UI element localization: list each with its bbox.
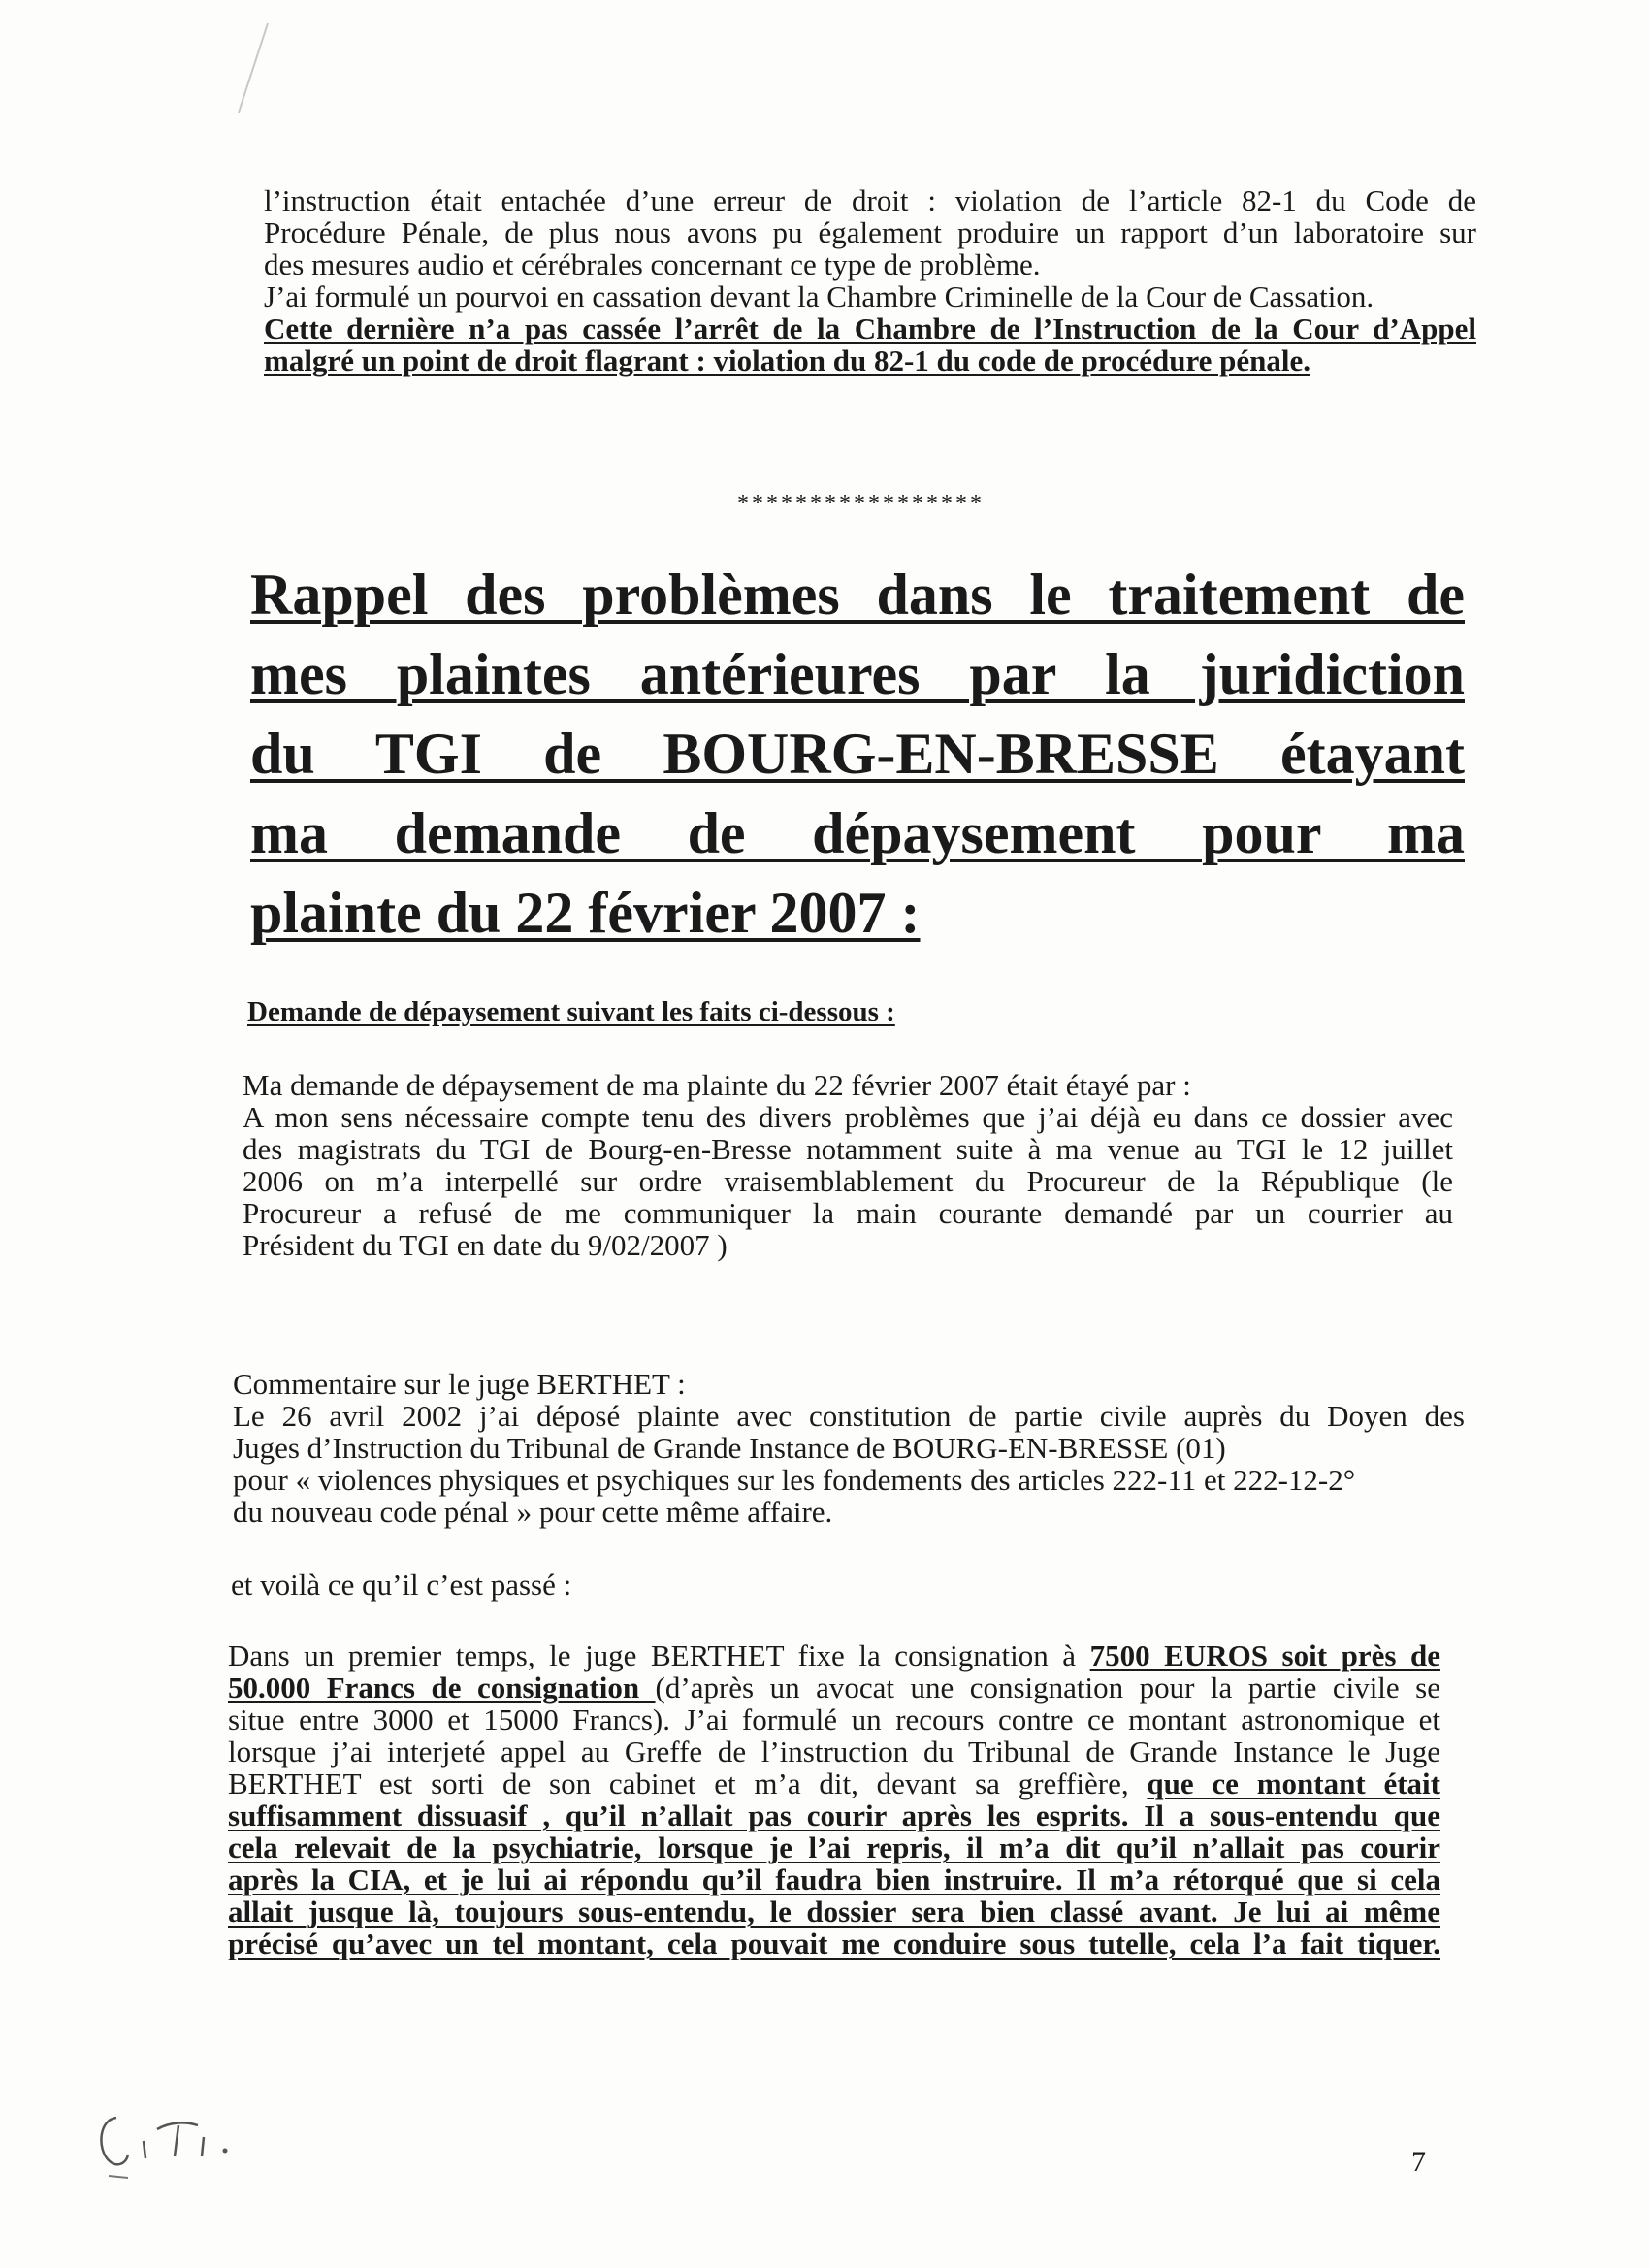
handwritten-initials (89, 2100, 283, 2187)
paragraph-what-happened (231, 1569, 1201, 1601)
bold-text-line: après la CIA, et je lui ai répondu qu’il faudra bien instruire. Il m’a rétorqué que si cela (228, 1863, 1440, 1896)
bold-text-line: malgré un point de droit flagrant : violation du 82-1 du code de procédure pénale. (264, 343, 1311, 377)
bold-text-line: Cette dernière n’a pas cassée l’arrêt de la Chambre de l’Instruction de la Cour d’Appel (264, 311, 1476, 345)
text-line: Commentaire sur le juge BERTHET : (233, 1367, 686, 1401)
text-line: J’ai formulé un pourvoi en cassation devant la Chambre Criminelle de la Cour de Cassation. (264, 279, 1374, 313)
heading-line: ma demande de dépaysement pour ma (250, 801, 1465, 865)
bold-text-span: 50.000 Francs de consignation (228, 1670, 656, 1704)
bold-text-span: que ce montant était (1147, 1766, 1440, 1800)
text-line: situe entre 3000 et 15000 Francs). J’ai formulé un recours contre ce montant astronomique et (228, 1702, 1440, 1736)
page-number: 7 (1411, 2146, 1426, 2178)
text-line: A mon sens nécessaire compte tenu des divers problèmes que j’ai déjà eu dans ce dossier avec (242, 1100, 1453, 1134)
text-line: du nouveau code pénal » pour cette même affaire. (233, 1495, 833, 1529)
section-heading (250, 555, 1465, 953)
text-span: (d’après un avocat une consignation pour la partie civile se (655, 1670, 1440, 1704)
text-line (228, 1671, 1440, 1703)
paragraph-judge-comment (233, 1368, 1465, 1528)
heading-line: plainte du 22 février 2007 : (250, 881, 921, 945)
text-line: Président du TGI en date du 9/02/2007 ) (242, 1228, 728, 1262)
bold-text-span: 7500 EUROS soit près de (1089, 1638, 1440, 1672)
text-line: Le 26 avril 2002 j’ai déposé plainte avec constitution de partie civile auprès du Doyen des (233, 1399, 1465, 1433)
paragraph-consignation (228, 1639, 1440, 1960)
text-line: lorsque j’ai interjeté appel au Greffe de l’instruction du Tribunal de Grande Instance le Juge (228, 1734, 1440, 1768)
text-line: Ma demande de dépaysement de ma plainte du 22 février 2007 était étayé par : (242, 1068, 1191, 1102)
text-line: 2006 on m’a interpellé sur ordre vraisemblablement du Procureur de la République (le (242, 1164, 1453, 1198)
heading-line: Rappel des problèmes dans le traitement de (250, 563, 1465, 627)
text-line (228, 1639, 1440, 1671)
bold-text-line: allait jusque là, toujours sous-entendu, le dossier sera bien classé avant. Je lui ai même (228, 1895, 1440, 1928)
bold-text-line: cela relevait de la psychiatrie, lorsque je l’ai repris, il m’a dit qu’il n’allait pas courir (228, 1831, 1440, 1864)
heading-line: mes plaintes antérieures par la juridiction (250, 642, 1465, 706)
bold-text-line: précisé qu’avec un tel montant, cela pouvait me conduire sous tutelle, cela l’a fait tiquer. (228, 1927, 1440, 1960)
separator-stars: ***************** (737, 491, 985, 516)
text-line: des mesures audio et cérébrales concernant ce type de problème. (264, 247, 1041, 281)
text-line: Procureur a refusé de me communiquer la main courante demandé par un courrier au (242, 1196, 1453, 1230)
paragraph-intro (264, 184, 1476, 376)
text-line: pour « violences physiques et psychiques sur les fondements des articles 222-11 et 222-12-2° (233, 1463, 1356, 1497)
text-line: Procédure Pénale, de plus nous avons pu également produire un rapport d’un laboratoire sur (264, 215, 1476, 249)
text-line: et voilà ce qu’il c’est passé : (231, 1568, 572, 1602)
paragraph-request (242, 1069, 1453, 1261)
text-line (228, 1767, 1440, 1799)
scan-mark-top (233, 19, 272, 116)
text-span: BERTHET est sorti de son cabinet et m’a dit, devant sa greffière, (228, 1766, 1148, 1800)
bold-text-line: suffisamment dissuasif , qu’il n’allait pas courir après les esprits. Il a sous-entendu que (228, 1798, 1440, 1832)
text-line: Juges d’Instruction du Tribunal de Grande Instance de BOURG-EN-BRESSE (01) (233, 1431, 1226, 1465)
text-line: des magistrats du TGI de Bourg-en-Bresse notamment suite à ma venue au TGI le 12 juillet (242, 1132, 1453, 1166)
subheading: Demande de dépaysement suivant les faits ci-dessous : (247, 996, 895, 1027)
heading-line: du TGI de BOURG-EN-BRESSE étayant (250, 722, 1465, 786)
text-span: Dans un premier temps, le juge BERTHET fixe la consignation à (228, 1638, 1090, 1672)
text-line: l’instruction était entachée d’une erreur de droit : violation de l’article 82-1 du Code de (264, 183, 1476, 217)
